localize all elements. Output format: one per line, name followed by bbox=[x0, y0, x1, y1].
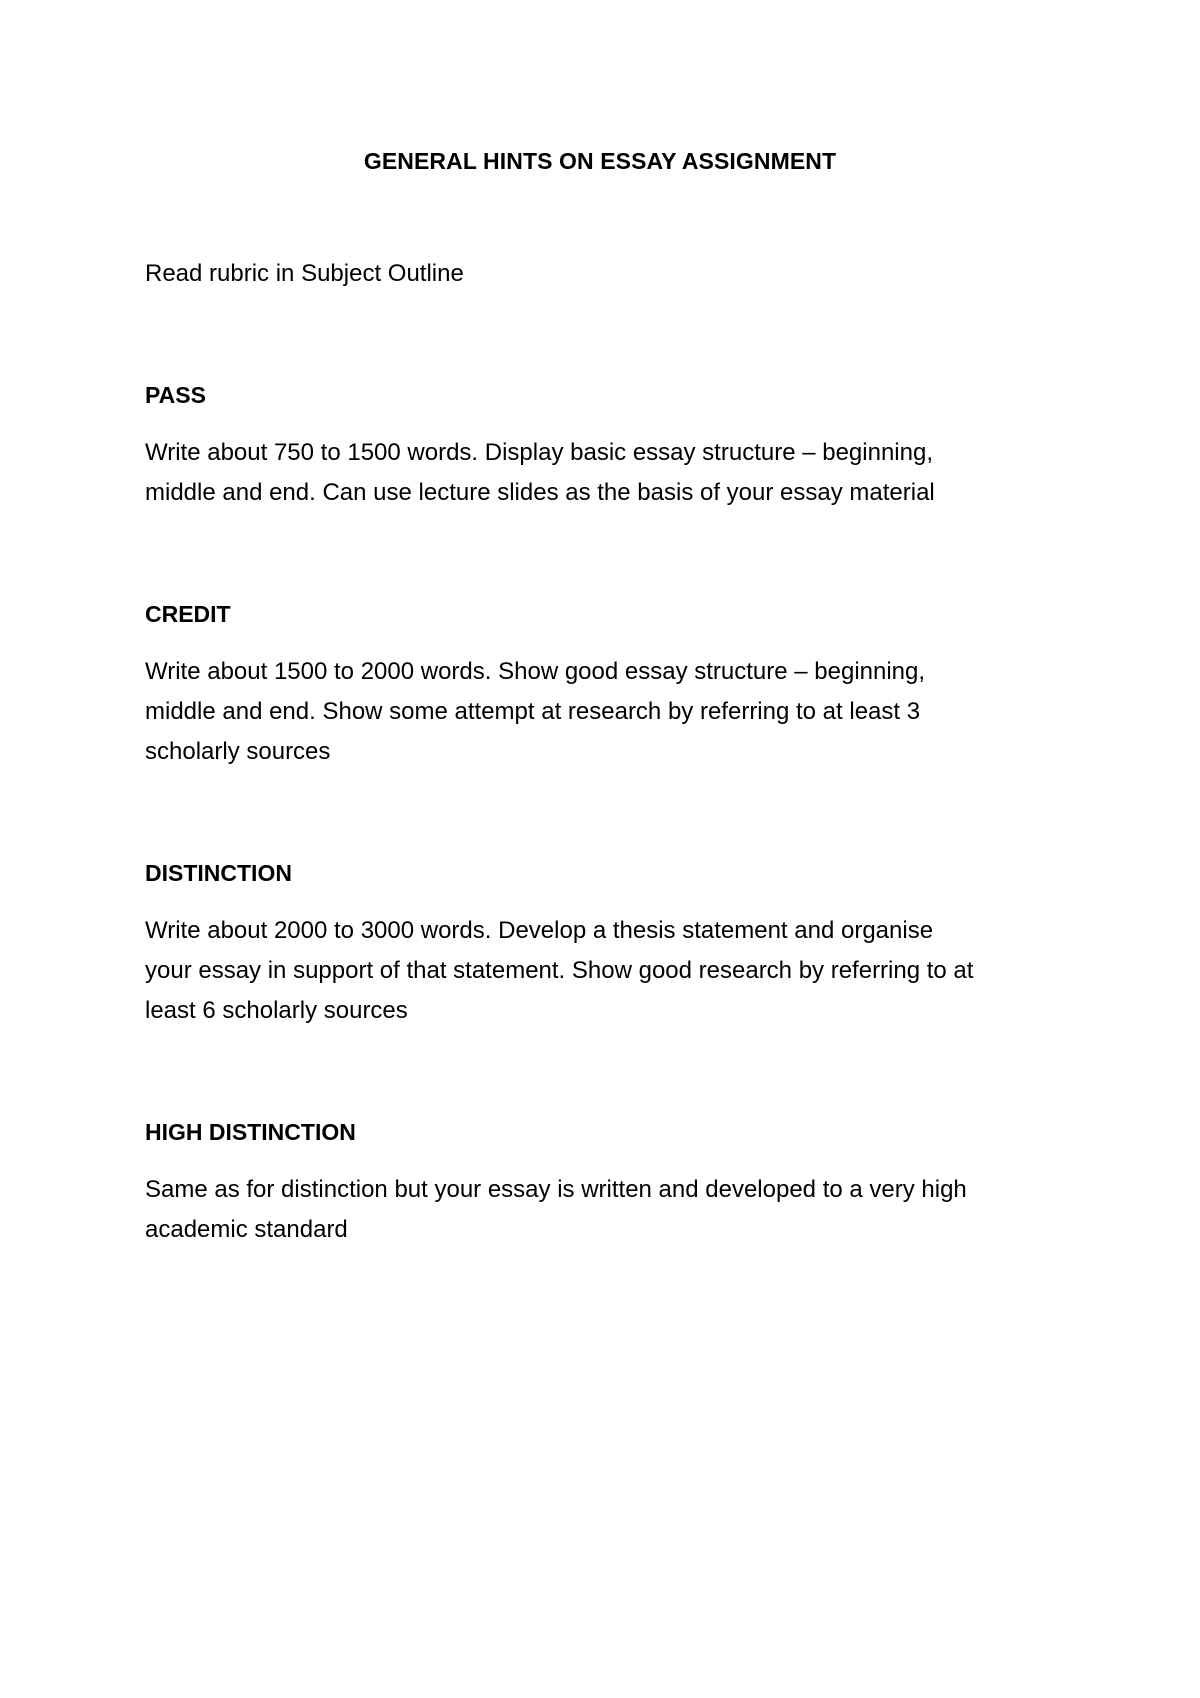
section-heading-credit: CREDIT bbox=[145, 601, 231, 627]
intro-text: Read rubric in Subject Outline bbox=[145, 260, 464, 287]
document-title: GENERAL HINTS ON ESSAY ASSIGNMENT bbox=[363, 148, 837, 174]
body-line: middle and end. Show some attempt at research by referring to at least 3 bbox=[145, 698, 921, 725]
section-heading-high-distinction: HIGH DISTINCTION bbox=[145, 1119, 356, 1145]
section-body-distinction bbox=[145, 911, 1075, 1031]
section-body-high-distinction bbox=[145, 1170, 1075, 1250]
body-line: your essay in support of that statement. Show good research by referring to at bbox=[145, 957, 974, 984]
body-line: Write about 750 to 1500 words. Display basic essay structure – beginning, bbox=[145, 439, 933, 466]
body-line: Same as for distinction but your essay is written and developed to a very high bbox=[145, 1176, 967, 1203]
section-heading-distinction: DISTINCTION bbox=[145, 860, 292, 886]
section-heading-pass: PASS bbox=[145, 382, 206, 408]
section-body-credit bbox=[145, 652, 1075, 772]
body-line: academic standard bbox=[145, 1216, 348, 1243]
body-line: scholarly sources bbox=[145, 738, 331, 765]
body-line: least 6 scholarly sources bbox=[145, 997, 408, 1024]
section-body-pass bbox=[145, 433, 1075, 513]
body-line: middle and end. Can use lecture slides as the basis of your essay material bbox=[145, 479, 935, 506]
body-line: Write about 1500 to 2000 words. Show good essay structure – beginning, bbox=[145, 658, 926, 685]
body-line: Write about 2000 to 3000 words. Develop a thesis statement and organise bbox=[145, 917, 934, 944]
